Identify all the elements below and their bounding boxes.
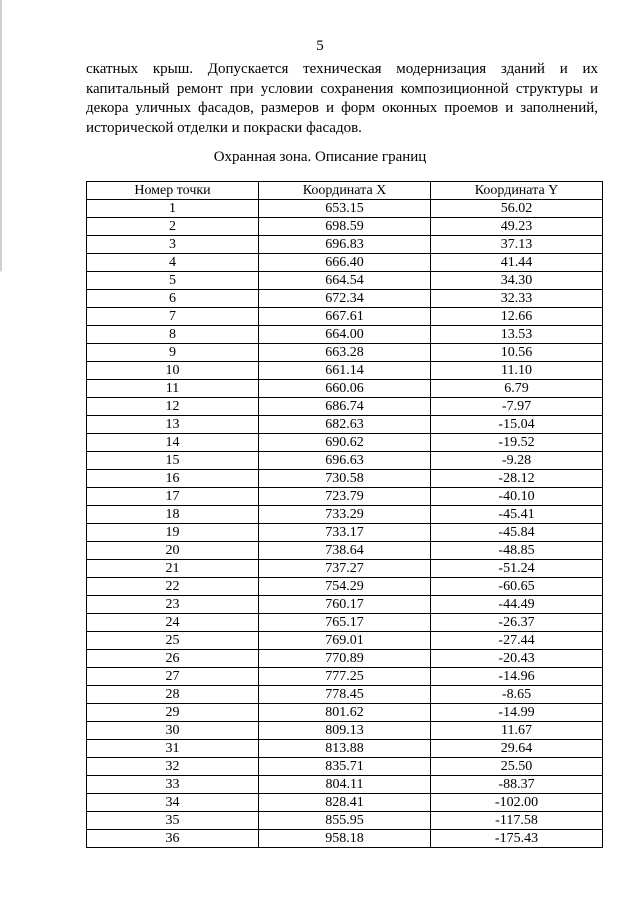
coordinates-table [86, 181, 603, 848]
table-row [87, 344, 603, 362]
cell-coordinate-y: -7.97 [431, 398, 603, 416]
table-row [87, 488, 603, 506]
cell-coordinate-x: 760.17 [259, 596, 431, 614]
table-row [87, 614, 603, 632]
cell-point-number: 7 [87, 308, 259, 326]
cell-coordinate-y: -44.49 [431, 596, 603, 614]
cell-point-number: 9 [87, 344, 259, 362]
cell-coordinate-x: 664.54 [259, 272, 431, 290]
cell-point-number: 21 [87, 560, 259, 578]
cell-coordinate-x: 738.64 [259, 542, 431, 560]
cell-coordinate-x: 778.45 [259, 686, 431, 704]
cell-coordinate-y: -88.37 [431, 776, 603, 794]
table-row [87, 560, 603, 578]
table-row [87, 650, 603, 668]
cell-point-number: 34 [87, 794, 259, 812]
cell-point-number: 36 [87, 830, 259, 848]
cell-point-number: 14 [87, 434, 259, 452]
cell-coordinate-y: -45.41 [431, 506, 603, 524]
cell-coordinate-y: -102.00 [431, 794, 603, 812]
cell-coordinate-x: 653.15 [259, 200, 431, 218]
table-row [87, 524, 603, 542]
cell-coordinate-x: 690.62 [259, 434, 431, 452]
table-row [87, 812, 603, 830]
table-row [87, 830, 603, 848]
cell-coordinate-x: 835.71 [259, 758, 431, 776]
table-row [87, 200, 603, 218]
table-row [87, 740, 603, 758]
cell-point-number: 32 [87, 758, 259, 776]
cell-point-number: 6 [87, 290, 259, 308]
cell-point-number: 17 [87, 488, 259, 506]
cell-coordinate-y: -45.84 [431, 524, 603, 542]
cell-coordinate-y: 41.44 [431, 254, 603, 272]
cell-coordinate-y: 32.33 [431, 290, 603, 308]
cell-point-number: 5 [87, 272, 259, 290]
table-row [87, 506, 603, 524]
cell-coordinate-y: -8.65 [431, 686, 603, 704]
cell-coordinate-x: 696.63 [259, 452, 431, 470]
cell-coordinate-y: 13.53 [431, 326, 603, 344]
table-row [87, 704, 603, 722]
table-header-row [87, 182, 603, 200]
cell-coordinate-y: 10.56 [431, 344, 603, 362]
cell-point-number: 15 [87, 452, 259, 470]
cell-coordinate-x: 737.27 [259, 560, 431, 578]
cell-coordinate-y: -20.43 [431, 650, 603, 668]
cell-point-number: 33 [87, 776, 259, 794]
cell-point-number: 35 [87, 812, 259, 830]
cell-point-number: 1 [87, 200, 259, 218]
cell-coordinate-y: -51.24 [431, 560, 603, 578]
cell-point-number: 10 [87, 362, 259, 380]
cell-coordinate-y: -14.99 [431, 704, 603, 722]
cell-coordinate-y: -19.52 [431, 434, 603, 452]
table-row [87, 470, 603, 488]
page-number: 5 [316, 38, 324, 54]
cell-point-number: 20 [87, 542, 259, 560]
cell-point-number: 19 [87, 524, 259, 542]
table-row [87, 794, 603, 812]
cell-point-number: 25 [87, 632, 259, 650]
cell-coordinate-x: 809.13 [259, 722, 431, 740]
cell-coordinate-x: 958.18 [259, 830, 431, 848]
table-title: Охранная зона. Описание границ [213, 149, 427, 165]
table-row [87, 380, 603, 398]
cell-coordinate-x: 682.63 [259, 416, 431, 434]
cell-point-number: 27 [87, 668, 259, 686]
cell-point-number: 12 [87, 398, 259, 416]
cell-coordinate-y: -117.58 [431, 812, 603, 830]
table-row [87, 308, 603, 326]
cell-coordinate-y: 11.67 [431, 722, 603, 740]
cell-coordinate-x: 733.29 [259, 506, 431, 524]
cell-coordinate-x: 672.34 [259, 290, 431, 308]
cell-coordinate-x: 765.17 [259, 614, 431, 632]
header-point-number: Номер точки [87, 182, 259, 200]
cell-coordinate-x: 686.74 [259, 398, 431, 416]
table-row [87, 578, 603, 596]
table-row [87, 398, 603, 416]
cell-coordinate-x: 855.95 [259, 812, 431, 830]
cell-point-number: 4 [87, 254, 259, 272]
table-row [87, 236, 603, 254]
cell-coordinate-y: 12.66 [431, 308, 603, 326]
cell-coordinate-y: 37.13 [431, 236, 603, 254]
cell-point-number: 8 [87, 326, 259, 344]
table-row [87, 272, 603, 290]
cell-point-number: 22 [87, 578, 259, 596]
cell-point-number: 26 [87, 650, 259, 668]
cell-coordinate-x: 769.01 [259, 632, 431, 650]
cell-coordinate-x: 667.61 [259, 308, 431, 326]
cell-coordinate-x: 777.25 [259, 668, 431, 686]
cell-point-number: 28 [87, 686, 259, 704]
table-row [87, 668, 603, 686]
cell-coordinate-y: -28.12 [431, 470, 603, 488]
body-paragraph: скатных крыш. Допускается техническая модернизация зданий и их капитальный ремонт при условии сохранения композиционной структуры и декора уличных фасадов, размеров и форм оконных проемов и заполнений, исторической отделки и покраски фасадов. [86, 61, 598, 136]
cell-coordinate-x: 696.83 [259, 236, 431, 254]
cell-coordinate-y: -27.44 [431, 632, 603, 650]
table-row [87, 254, 603, 272]
table-header [87, 182, 603, 200]
cell-point-number: 16 [87, 470, 259, 488]
cell-coordinate-y: -14.96 [431, 668, 603, 686]
cell-coordinate-y: -40.10 [431, 488, 603, 506]
cell-coordinate-x: 723.79 [259, 488, 431, 506]
table-row [87, 290, 603, 308]
scan-edge [0, 0, 2, 905]
cell-coordinate-x: 698.59 [259, 218, 431, 236]
cell-coordinate-x: 754.29 [259, 578, 431, 596]
table-row [87, 434, 603, 452]
cell-point-number: 29 [87, 704, 259, 722]
cell-coordinate-y: 29.64 [431, 740, 603, 758]
cell-coordinate-x: 664.00 [259, 326, 431, 344]
cell-coordinate-y: -60.65 [431, 578, 603, 596]
table-row [87, 542, 603, 560]
cell-coordinate-y: 11.10 [431, 362, 603, 380]
table-row [87, 758, 603, 776]
cell-coordinate-x: 813.88 [259, 740, 431, 758]
header-coordinate-y: Координата Y [431, 182, 603, 200]
table-row [87, 416, 603, 434]
cell-point-number: 13 [87, 416, 259, 434]
cell-point-number: 23 [87, 596, 259, 614]
table-row [87, 596, 603, 614]
header-coordinate-x: Координата X [259, 182, 431, 200]
table-row [87, 218, 603, 236]
cell-coordinate-x: 828.41 [259, 794, 431, 812]
cell-coordinate-y: -26.37 [431, 614, 603, 632]
cell-coordinate-y: -15.04 [431, 416, 603, 434]
cell-coordinate-y: 6.79 [431, 380, 603, 398]
cell-point-number: 11 [87, 380, 259, 398]
table-row [87, 632, 603, 650]
cell-coordinate-y: -9.28 [431, 452, 603, 470]
cell-coordinate-x: 663.28 [259, 344, 431, 362]
cell-coordinate-y: 25.50 [431, 758, 603, 776]
table-row [87, 776, 603, 794]
cell-coordinate-x: 770.89 [259, 650, 431, 668]
cell-coordinate-x: 733.17 [259, 524, 431, 542]
cell-point-number: 30 [87, 722, 259, 740]
cell-coordinate-y: 49.23 [431, 218, 603, 236]
cell-coordinate-y: 56.02 [431, 200, 603, 218]
table-row [87, 452, 603, 470]
cell-coordinate-y: -175.43 [431, 830, 603, 848]
cell-point-number: 3 [87, 236, 259, 254]
cell-coordinate-x: 666.40 [259, 254, 431, 272]
cell-point-number: 24 [87, 614, 259, 632]
cell-coordinate-y: 34.30 [431, 272, 603, 290]
cell-coordinate-x: 730.58 [259, 470, 431, 488]
table-row [87, 722, 603, 740]
cell-coordinate-y: -48.85 [431, 542, 603, 560]
cell-coordinate-x: 801.62 [259, 704, 431, 722]
table-body [87, 200, 603, 848]
table-row [87, 362, 603, 380]
cell-coordinate-x: 661.14 [259, 362, 431, 380]
cell-coordinate-x: 660.06 [259, 380, 431, 398]
table-row [87, 686, 603, 704]
cell-point-number: 2 [87, 218, 259, 236]
table-row [87, 326, 603, 344]
cell-point-number: 18 [87, 506, 259, 524]
cell-coordinate-x: 804.11 [259, 776, 431, 794]
cell-point-number: 31 [87, 740, 259, 758]
